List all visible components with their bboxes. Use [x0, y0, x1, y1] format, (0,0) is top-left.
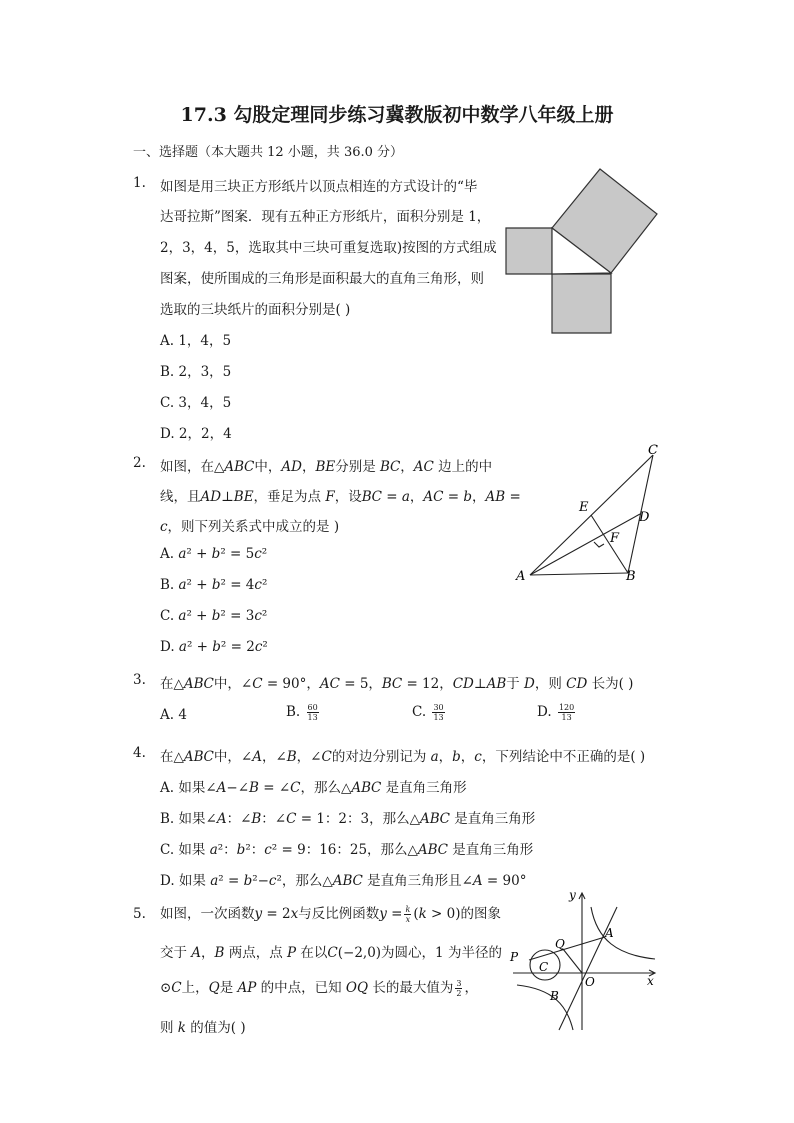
label-a: A [605, 926, 614, 940]
question-5-number: 5. [133, 906, 146, 922]
option-c-denominator: 13 [433, 713, 444, 722]
option-c-numerator: 30 [433, 703, 444, 712]
document-title: 17.3 勾股定理同步练习冀教版初中数学八年级上册 [180, 104, 614, 126]
option-c-prefix: C. [412, 704, 427, 720]
question-1-option-a: A. 1，4，5 [160, 333, 232, 349]
q5-line3-end: ， [464, 980, 478, 996]
question-1-line-1: 如图是用三块正方形纸片以顶点相连的方式设计的“毕 [160, 179, 478, 195]
pythagoras-squares-figure [500, 160, 665, 340]
q5-line1-start: 如图，一次函数𝑦 = 2𝑥与反比例函数𝑦 = [160, 906, 403, 922]
question-1-line-5: 选取的三块纸片的面积分别是( ) [160, 302, 351, 318]
label-d: D [639, 510, 650, 525]
hyperbola-branch-2 [517, 985, 573, 1030]
q5-line3-start: ⊙𝐶上，𝑄是 𝐴𝑃 的中点，已知 𝑂𝑄 长的最大值为 [160, 980, 454, 996]
hyperbola-branch-1 [591, 907, 655, 959]
question-3-number: 3. [133, 672, 146, 688]
question-4-number: 4. [133, 745, 146, 761]
option-d-fraction [558, 703, 575, 722]
question-2-option-b: B. 𝑎² + 𝑏² = 4𝑐² [160, 577, 268, 593]
option-d-numerator: 120 [558, 703, 575, 712]
q5-frac2-denominator: 2 [456, 989, 462, 998]
question-2-line-3: 𝑐，则下列关系式中成立的是 ) [160, 519, 340, 535]
question-1-option-b: B. 2，3，5 [160, 364, 232, 380]
q5-frac2-numerator: 3 [456, 979, 462, 988]
label-c: C [648, 443, 658, 458]
q5-frac-numerator: 𝑘 [405, 905, 411, 914]
question-2-line-1: 如图，在△𝐴𝐵𝐶中，𝐴𝐷，𝐵𝐸分别是 𝐵𝐶，𝐴𝐶 边上的中 [160, 459, 493, 475]
question-4-option-c: C. 如果 𝑎²：𝑏²：𝑐² = 9：16：25，那么△𝐴𝐵𝐶 是直角三角形 [160, 842, 534, 858]
q5-frac-denominator: 𝑥 [405, 915, 411, 924]
function-graph-figure [505, 885, 665, 1035]
segment-oq [563, 949, 582, 973]
question-1-number: 1. [133, 175, 146, 191]
question-5-line-2: 交于 𝐴，𝐵 两点，点 𝑃 在以𝐶(−2,0)为圆心，1 为半径的 [160, 945, 502, 961]
question-4-option-d: D. 如果 𝑎² = 𝑏²−𝑐²，那么△𝐴𝐵𝐶 是直角三角形且∠𝐴 = 90° [160, 873, 527, 889]
q5-fraction-k-over-x [404, 905, 411, 924]
question-5-line-3 [160, 976, 478, 998]
question-4-option-a: A. 如果∠𝐴−∠𝐵 = ∠𝐶，那么△𝐴𝐵𝐶 是直角三角形 [160, 780, 467, 796]
question-5-line-1 [160, 902, 501, 924]
label-q: Q [555, 937, 565, 951]
question-2-number: 2. [133, 455, 146, 471]
label-f: F [610, 531, 620, 546]
side-ab [530, 573, 628, 575]
right-angle-mark [594, 542, 604, 547]
medium-square [552, 274, 611, 333]
question-4-stem: 在△𝐴𝐵𝐶中，∠𝐴，∠𝐵，∠𝐶的对边分别记为 𝑎，𝑏，𝑐，下列结论中不正确的是( ) [160, 749, 646, 765]
label-x: x [647, 974, 654, 988]
option-b-denominator: 13 [307, 713, 318, 722]
q5-fraction-three-halves [455, 979, 462, 998]
label-a: A [516, 569, 526, 584]
question-3-option-a: A. 4 [160, 707, 187, 723]
question-5-line-4: 则 𝑘 的值为( ) [160, 1020, 246, 1036]
label-p: P [510, 950, 519, 964]
question-2-option-d: D. 𝑎² + 𝑏² = 2𝑐² [160, 639, 268, 655]
option-b-fraction [307, 703, 319, 722]
option-d-denominator: 13 [561, 713, 572, 722]
label-c: C [539, 960, 549, 974]
question-2-option-c: C. 𝑎² + 𝑏² = 3𝑐² [160, 608, 268, 624]
label-o: O [585, 975, 595, 989]
option-d-prefix: D. [537, 704, 552, 720]
question-1-line-3: 2，3，4，5，选取其中三块可重复选取)按图的方式组成 [160, 240, 497, 256]
label-e: E [579, 500, 589, 515]
label-b: B [550, 989, 559, 1003]
question-1-option-c: C. 3，4，5 [160, 395, 232, 411]
question-3-option-d [537, 703, 577, 722]
option-b-numerator: 60 [307, 703, 318, 712]
label-y: y [569, 888, 576, 902]
q5-line1-end: (𝑘 > 0)的图象 [413, 906, 502, 922]
label-b: B [626, 569, 636, 584]
question-1-line-4: 图案，使所围成的三角形是面积最大的直角三角形，则 [160, 271, 484, 287]
option-c-fraction [432, 703, 444, 722]
option-b-prefix: B. [286, 704, 301, 720]
question-2-option-a: A. 𝑎² + 𝑏² = 5𝑐² [160, 546, 268, 562]
question-3-option-b [286, 703, 321, 722]
question-1-option-d: D. 2，2，4 [160, 426, 232, 442]
small-square [506, 228, 552, 274]
triangle-medians-figure [510, 440, 670, 590]
question-4-option-b: B. 如果∠𝐴：∠𝐵：∠𝐶 = 1：2：3，那么△𝐴𝐵𝐶 是直角三角形 [160, 811, 536, 827]
section-heading: 一、选择题（本大题共 12 小题，共 36.0 分） [133, 145, 404, 160]
question-3-stem: 在△𝐴𝐵𝐶中，∠𝐶 = 90°，𝐴𝐶 = 5，𝐵𝐶 = 12，𝐶𝐷⊥𝐴𝐵于 𝐷，则 𝐶𝐷 长为( ) [160, 676, 634, 692]
question-1-line-2: 达哥拉斯”图案．现有五种正方形纸片，面积分别是 1， [160, 209, 491, 225]
question-3-option-c [412, 703, 447, 722]
question-2-line-2: 线，且𝐴𝐷⊥𝐵𝐸，垂足为点 𝐹，设𝐵𝐶 = 𝑎，𝐴𝐶 = 𝑏，𝐴𝐵 = [160, 489, 521, 505]
